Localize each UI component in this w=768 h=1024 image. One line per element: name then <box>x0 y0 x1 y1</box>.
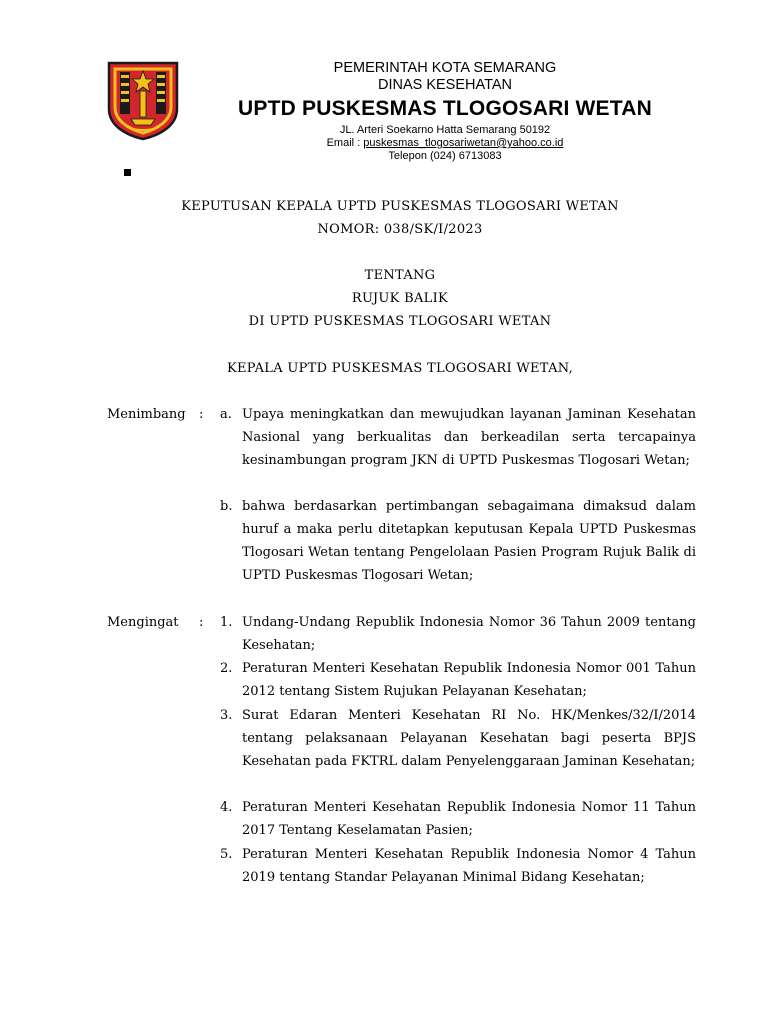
department-name: DINAS KESEHATAN <box>377 77 513 93</box>
email-label: Email : <box>326 137 364 149</box>
phone: Telepon (024) 6713083 <box>388 150 502 162</box>
menimbang-item-a: Upaya meningkatkan dan mewujudkan layanan Jaminan Kesehatan Nasional yang berkualitas dan berkeadilan serta tercapainya kesinambungan program JKN di UPTD Puskesmas Tlogosari Wetan; <box>242 407 696 468</box>
menimbang-mark-a: a. <box>220 407 232 422</box>
mengingat-mark-2: 2. <box>220 661 233 676</box>
decree-subject-1: RUJUK BALIK <box>351 291 449 306</box>
semarang-coat-of-arms-logo <box>107 61 179 141</box>
menimbang-item-b: bahwa berdasarkan pertimbangan sebagaimana dimaksud dalam huruf a maka perlu ditetapkan keputusan Kepala UPTD Puskesmas Tlogosari Wetan tentang Pengelolaan Pasien Program Rujuk Balik di UPTD Puskesmas Tlogosari Wetan; <box>242 499 696 583</box>
mengingat-item-4: Peraturan Menteri Kesehatan Republik Indonesia Nomor 11 Tahun 2017 Tentang Keselamatan Pasien; <box>242 800 696 838</box>
institution-name: UPTD PUSKESMAS TLOGOSARI WETAN <box>238 97 652 120</box>
email-link[interactable]: puskesmas_tlogosariwetan@yahoo.co.id <box>363 137 564 149</box>
mengingat-label: Mengingat <box>107 615 179 630</box>
email-line <box>210 137 680 150</box>
menimbang-label: Menimbang <box>107 407 186 422</box>
mengingat-mark-1: 1. <box>220 615 233 630</box>
mengingat-mark-3: 3. <box>220 708 233 723</box>
decree-issuer: KEPALA UPTD PUSKESMAS TLOGOSARI WETAN, <box>226 361 574 376</box>
decree-subject-2: DI UPTD PUSKESMAS TLOGOSARI WETAN <box>248 314 552 329</box>
address: JL. Arteri Soekarno Hatta Semarang 50192 <box>339 124 551 136</box>
mengingat-mark-4: 4. <box>220 800 233 815</box>
government-name: PEMERINTAH KOTA SEMARANG <box>333 60 557 76</box>
mengingat-item-3: Surat Edaran Menteri Kesehatan RI No. HK/Menkes/32/I/2014 tentang pelaksanaan Pelayanan Kesehatan bagi peserta BPJS Kesehatan pada FKTRL dalam Penyelenggaraan Jaminan Kesehatan; <box>242 708 696 769</box>
letterhead <box>210 60 680 163</box>
mengingat-item-5: Peraturan Menteri Kesehatan Republik Indonesia Nomor 4 Tahun 2019 tentang Standar Pelayanan Minimal Bidang Kesehatan; <box>242 847 696 885</box>
mengingat-colon: : <box>199 615 204 630</box>
about-label: TENTANG <box>364 268 436 283</box>
mengingat-item-2: Peraturan Menteri Kesehatan Republik Indonesia Nomor 001 Tahun 2012 tentang Sistem Rujukan Pelayanan Kesehatan; <box>242 661 696 699</box>
decree-title: KEPUTUSAN KEPALA UPTD PUSKESMAS TLOGOSARI WETAN <box>181 199 619 214</box>
mengingat-item-1: Undang-Undang Republik Indonesia Nomor 36 Tahun 2009 tentang Kesehatan; <box>242 615 696 653</box>
mengingat-mark-5: 5. <box>220 847 233 862</box>
menimbang-mark-b: b. <box>220 499 233 514</box>
bullet-marker <box>124 169 131 176</box>
decree-number: NOMOR: 038/SK/I/2023 <box>317 222 483 237</box>
menimbang-colon: : <box>199 407 204 422</box>
